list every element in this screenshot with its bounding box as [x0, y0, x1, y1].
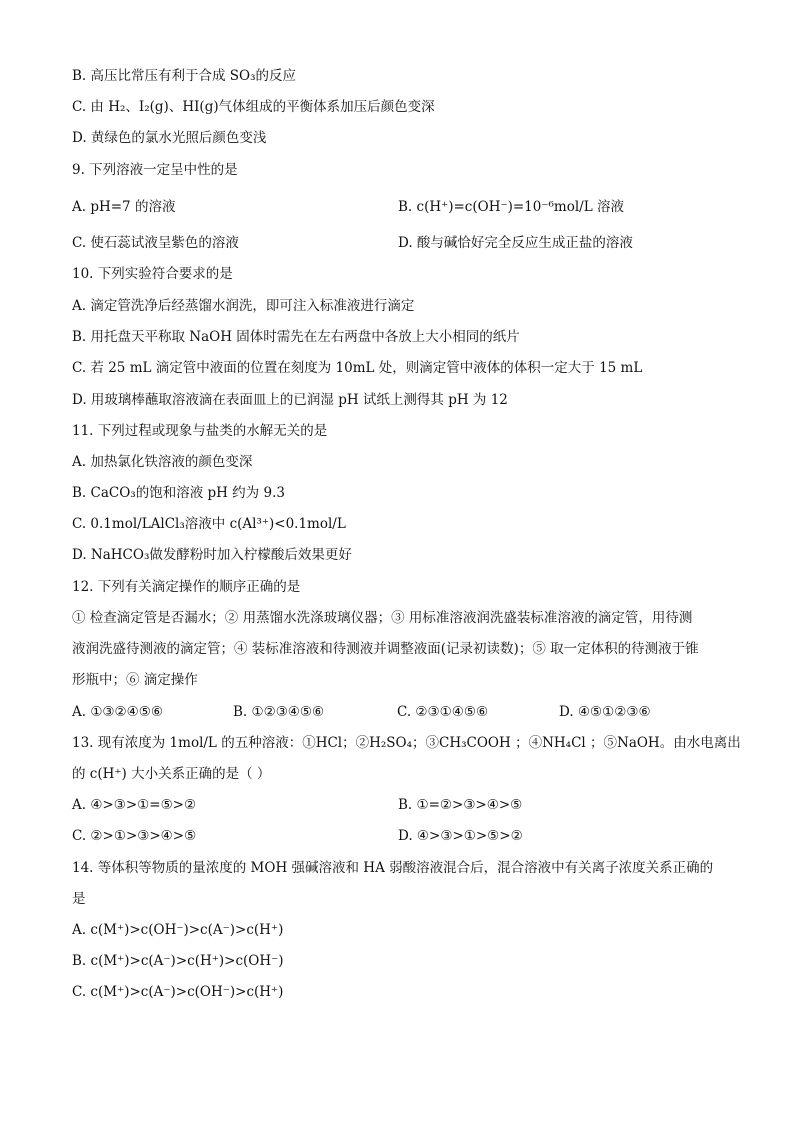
q14-option-b: B. c(M⁺)>c(A⁻)>c(H⁺)>c(OH⁻): [72, 953, 284, 969]
q8-option-c: C. 由 H₂、I₂(g)、HI(g)气体组成的平衡体系加压后颜色变深: [72, 99, 435, 115]
q9-option-a: A. pH=7 的溶液: [72, 199, 176, 215]
q12-steps-line-1: ① 检查滴定管是否漏水；② 用蒸馏水洗涤玻璃仪器；③ 用标准溶液润洗盛装标准溶液的滴定管，用待测: [72, 610, 693, 626]
q13-stem-line-2: 的 c(H⁺) 大小关系正确的是（ ）: [72, 766, 271, 782]
q10-option-d: D. 用玻璃棒蘸取溶液滴在表面皿上的已润湿 pH 试纸上测得其 pH 为 12: [72, 392, 508, 408]
q14-stem-line-2: 是: [72, 891, 86, 907]
q12-option-b: B. ①②③④⑤⑥: [233, 704, 325, 720]
q12-steps-line-3: 形瓶中；⑥ 滴定操作: [72, 672, 198, 688]
q11-option-a: A. 加热氯化铁溶液的颜色变深: [72, 454, 253, 470]
q12-option-a: A. ①③②④⑤⑥: [72, 704, 163, 720]
q10-option-c: C. 若 25 mL 滴定管中液面的位置在刻度为 10mL 处，则滴定管中液体的体积一定大于 15 mL: [72, 360, 643, 376]
q10-stem: 10. 下列实验符合要求的是: [72, 266, 233, 282]
q11-option-b: B. CaCO₃的饱和溶液 pH 约为 9.3: [72, 485, 285, 501]
q11-option-d: D. NaHCO₃做发酵粉时加入柠檬酸后效果更好: [72, 547, 352, 563]
q12-option-d: D. ④⑤①②③⑥: [559, 704, 651, 720]
q13-stem-line-1: 13. 现有浓度为 1mol/L 的五种溶液：①HCl；②H₂SO₄；③CH₃COOH ；④NH₄Cl ；⑤NaOH。由水电离出: [72, 735, 741, 751]
q10-option-a: A. 滴定管洗净后经蒸馏水润洗，即可注入标准液进行滴定: [72, 298, 415, 314]
q13-option-a: A. ④>③>①=⑤>②: [72, 797, 197, 813]
q14-option-a: A. c(M⁺)>c(OH⁻)>c(A⁻)>c(H⁺): [72, 922, 284, 938]
q12-stem: 12. 下列有关滴定操作的顺序正确的是: [72, 579, 301, 595]
q8-option-d: D. 黄绿色的氯水光照后颜色变浅: [72, 130, 267, 146]
q14-stem-line-1: 14. 等体积等物质的量浓度的 MOH 强碱溶液和 HA 弱酸溶液混合后，混合溶液中有关离子浓度关系正确的: [72, 860, 714, 876]
q13-option-b: B. ①=②>③>④>⑤: [398, 797, 523, 813]
q14-option-c: C. c(M⁺)>c(A⁻)>c(OH⁻)>c(H⁺): [72, 984, 284, 1000]
q10-option-b: B. 用托盘天平称取 NaOH 固体时需先在左右两盘中各放上大小相同的纸片: [72, 329, 520, 345]
q8-option-b: B. 高压比常压有利于合成 SO₃的反应: [72, 68, 297, 84]
q9-stem: 9. 下列溶液一定呈中性的是: [72, 162, 238, 178]
q12-option-c: C. ②③①④⑤⑥: [397, 704, 489, 720]
q9-option-c: C. 使石蕊试液呈紫色的溶液: [72, 235, 239, 251]
q9-option-d: D. 酸与碱恰好完全反应生成正盐的溶液: [398, 235, 633, 251]
q13-option-c: C. ②>①>③>④>⑤: [72, 828, 197, 844]
q13-option-d: D. ④>③>①>⑤>②: [398, 828, 523, 844]
q9-option-b: B. c(H⁺)=c(OH⁻)=10⁻⁶mol/L 溶液: [398, 199, 624, 215]
q11-stem: 11. 下列过程或现象与盐类的水解无关的是: [72, 423, 328, 439]
q12-steps-line-2: 液润洗盛待测液的滴定管；④ 装标准溶液和待测液并调整液面(记录初读数)；⑤ 取一定体积的待测液于锥: [72, 641, 699, 657]
q11-option-c: C. 0.1mol/LAlCl₃溶液中 c(Al³⁺)<0.1mol/L: [72, 516, 346, 532]
